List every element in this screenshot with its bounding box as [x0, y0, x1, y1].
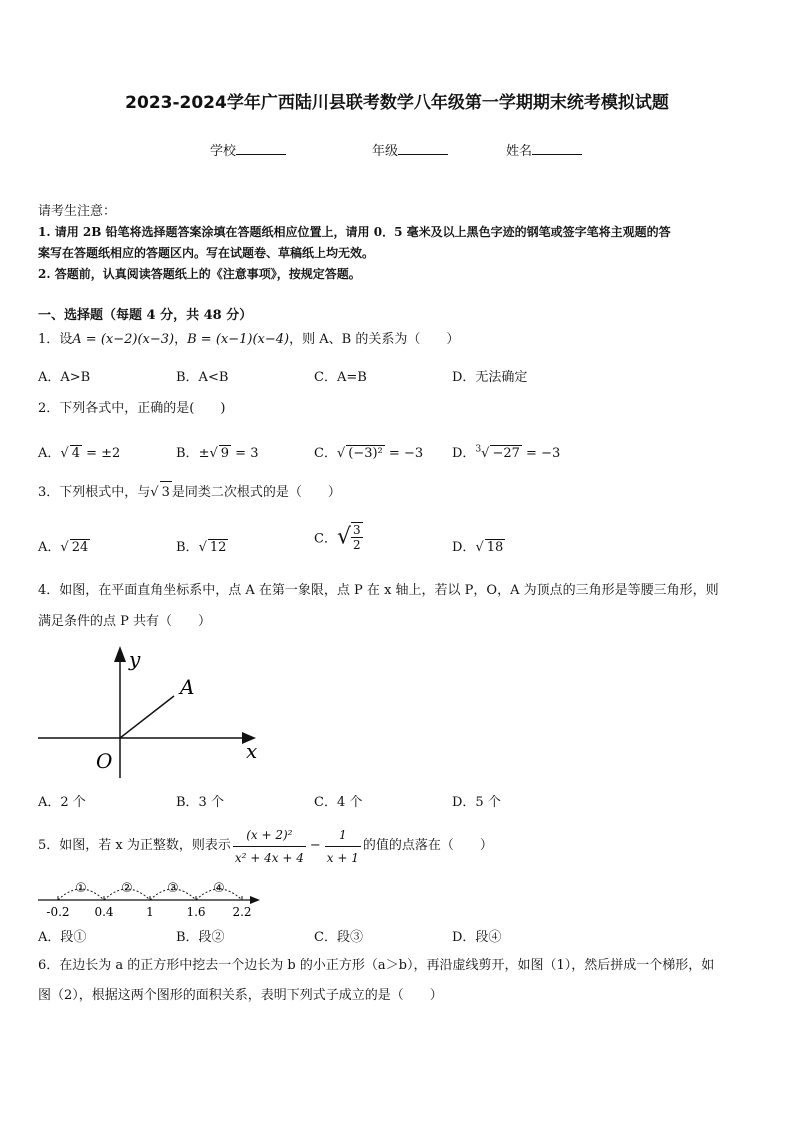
q4-option-a: A．2 个 — [38, 795, 86, 810]
tick-label: 1 — [146, 905, 154, 918]
page-title: 2023-2024学年广西陆川县联考数学八年级第一学期期末统考模拟试题 — [125, 93, 669, 113]
question-6-line1: 6．在边长为 a 的正方形中挖去一个边长为 b 的小正方形（a＞b），再沿虚线剪开，如图（1），然后拼成一个梯形，如 — [38, 958, 715, 973]
name-blank — [532, 142, 582, 155]
origin-label: O — [96, 749, 113, 773]
q1-option-d: D．无法确定 — [452, 370, 528, 385]
q5-option-a: A．段① — [38, 930, 87, 945]
grade-label: 年级 — [372, 144, 399, 159]
notice-line2: 2. 答题前，认真阅读答题纸上的《注意事项》，按规定答题。 — [38, 267, 361, 281]
expr-a: A = (x−2)(x−3) — [72, 332, 175, 347]
q4-option-c: C．4 个 — [314, 795, 363, 810]
question-3: 3．下列根式中，与√ 3 是同类二次根式的是（ ） — [38, 481, 341, 504]
notice-line1b: 案写在答题纸相应的答题区内。写在试题卷、草稿纸上均无效。 — [38, 246, 375, 260]
q5-option-c: C．段③ — [314, 930, 363, 945]
segment-label: ③ — [167, 881, 179, 896]
grade-field — [372, 140, 448, 159]
q4-option-b: B．3 个 — [176, 795, 224, 810]
q2-option-a: A．√ 4 = ±2 — [38, 446, 121, 461]
name-field — [506, 140, 582, 159]
school-field — [210, 140, 286, 159]
segment-label: ② — [121, 881, 133, 896]
school-label: 学校 — [210, 144, 237, 159]
segment-label: ④ — [213, 881, 225, 896]
number-line-arrow — [250, 896, 260, 904]
tick-label: 1.6 — [186, 905, 206, 918]
expr-b: B = (x−1)(x−4) — [187, 332, 290, 347]
q1-option-a: A．A>B — [38, 370, 91, 385]
question-5: 5．如图，若 x 为正整数，则表示 $\frac{\text{(x + 2)²}}{\text{x² + 4x + 4}}$ − $\frac{1}{x + 1}$ 的值的点落在（ ） — [38, 824, 493, 868]
q3-option-d: D．√ 18 — [452, 540, 504, 555]
question-6-line2: 图（2），根据这两个图形的面积关系，表明下列式子成立的是（ ） — [38, 988, 443, 1003]
segment-label: ① — [75, 881, 87, 896]
q5-option-d: D．段④ — [452, 930, 502, 945]
notice-line1a: 1. 请用 2B 铅笔将选择题答案涂填在答题纸相应位置上，请用 0．5 毫米及以上黑色字迹的钢笔或签字笔将主观题的答 — [38, 225, 671, 239]
q4-option-d: D．5 个 — [452, 795, 501, 810]
x-label: x — [246, 739, 258, 763]
question-4-line2: 满足条件的点 P 共有（ ） — [38, 614, 212, 629]
question-4-line1: 4．如图，在平面直角坐标系中，点 A 在第一象限，点 P 在 x 轴上，若以 P，O，A 为顶点的三角形是等腰三角形，则 — [38, 583, 719, 598]
q2-option-b: B．±√ 9 = 3 — [176, 446, 259, 461]
q3-option-c: C．√ $\frac{3}{2}$ — [314, 523, 361, 552]
q1-option-b: B．A<B — [176, 370, 229, 385]
name-label: 姓名 — [506, 144, 533, 159]
grade-blank — [398, 142, 448, 155]
q5-option-b: B．段② — [176, 930, 225, 945]
y-axis-arrow — [114, 646, 126, 662]
tick-label: -0.2 — [46, 905, 70, 918]
q1-option-c: C．A=B — [314, 370, 367, 385]
q2-option-d: D．$^3$√ −27 = −3 — [452, 444, 561, 461]
section-heading: 一、选择题（每题 4 分，共 48 分） — [38, 308, 253, 323]
question-2: 2．下列各式中，正确的是( ) — [38, 401, 226, 416]
school-blank — [236, 142, 286, 155]
q3-option-a: A．√ 24 — [38, 540, 89, 555]
point-a-label: A — [180, 675, 195, 699]
y-label: y — [129, 647, 141, 671]
tick-label: 2.2 — [232, 905, 252, 918]
notice-heading: 请考生注意： — [38, 204, 117, 219]
number-line — [34, 874, 274, 918]
question-1: 1．设A = (x−2)(x−3)，B = (x−1)(x−4)，则 A、B 的关系为（ ） — [38, 332, 460, 347]
segment-oa — [120, 696, 174, 738]
q2-option-c: C．√ (−3)² = −3 — [314, 446, 424, 461]
q3-option-b: B．√ 12 — [176, 540, 227, 555]
tick-label: 0.4 — [94, 905, 114, 918]
coordinate-figure — [34, 642, 274, 782]
